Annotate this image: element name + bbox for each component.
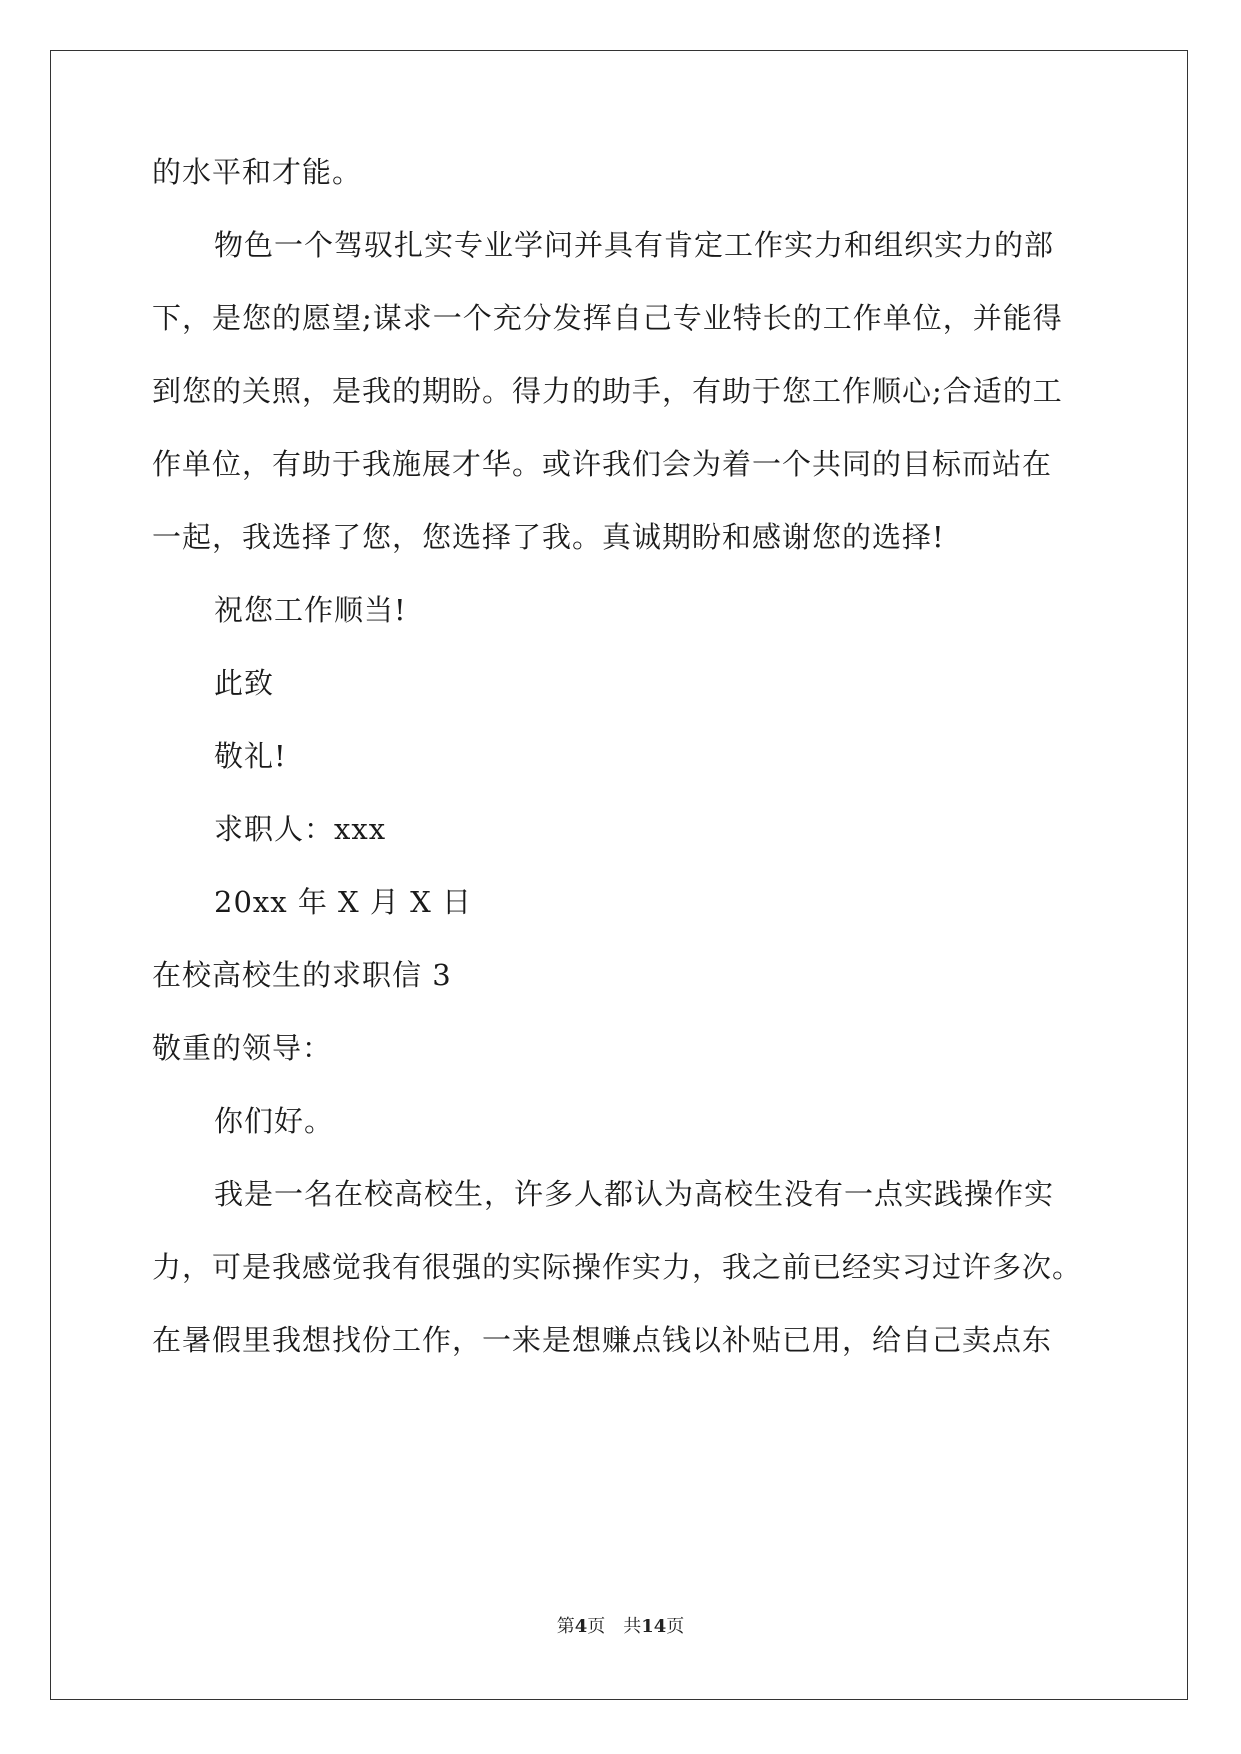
text-line: 在暑假里我想找份工作，一来是想赚点钱以补贴已用，给自己卖点东	[152, 1323, 1053, 1357]
text-line: 20xx 年 X 月 X 日	[214, 885, 472, 919]
footer-total-prefix: 共	[623, 1616, 642, 1637]
text-line: 求职人：xxx	[214, 812, 387, 846]
text-line: 下，是您的愿望;谋求一个充分发挥自己专业特长的工作单位，并能得	[152, 301, 1063, 335]
section-heading: 在校高校生的求职信 3	[152, 958, 452, 992]
text-line: 你们好。	[214, 1104, 335, 1138]
text-line: 力，可是我感觉我有很强的实际操作实力，我之前已经实习过许多次。	[152, 1250, 1083, 1284]
total-page-number: 14	[641, 1616, 667, 1637]
text-line: 作单位，有助于我施展才华。或许我们会为着一个共同的目标而站在	[152, 447, 1053, 481]
text-line: 物色一个驾驭扎实专业学问并具有肯定工作实力和组织实力的部	[214, 228, 1055, 262]
text-line: 祝您工作顺当!	[214, 593, 407, 627]
footer-prefix: 第	[556, 1616, 575, 1637]
page-footer	[0, 1615, 1241, 1639]
footer-page-unit: 页	[587, 1616, 606, 1637]
text-line: 的水平和才能。	[152, 155, 363, 189]
text-line: 我是一名在校高校生，许多人都认为高校生没有一点实践操作实	[214, 1177, 1055, 1211]
text-line: 一起，我选择了您，您选择了我。真诚期盼和感谢您的选择!	[152, 520, 945, 554]
text-line: 到您的关照，是我的期盼。得力的助手，有助于您工作顺心;合适的工	[152, 374, 1063, 408]
text-line: 敬礼!	[214, 739, 287, 773]
current-page-number: 4	[574, 1616, 588, 1637]
salutation: 敬重的领导：	[152, 1031, 333, 1065]
footer-total-unit: 页	[666, 1616, 685, 1637]
text-line: 此致	[214, 666, 275, 700]
